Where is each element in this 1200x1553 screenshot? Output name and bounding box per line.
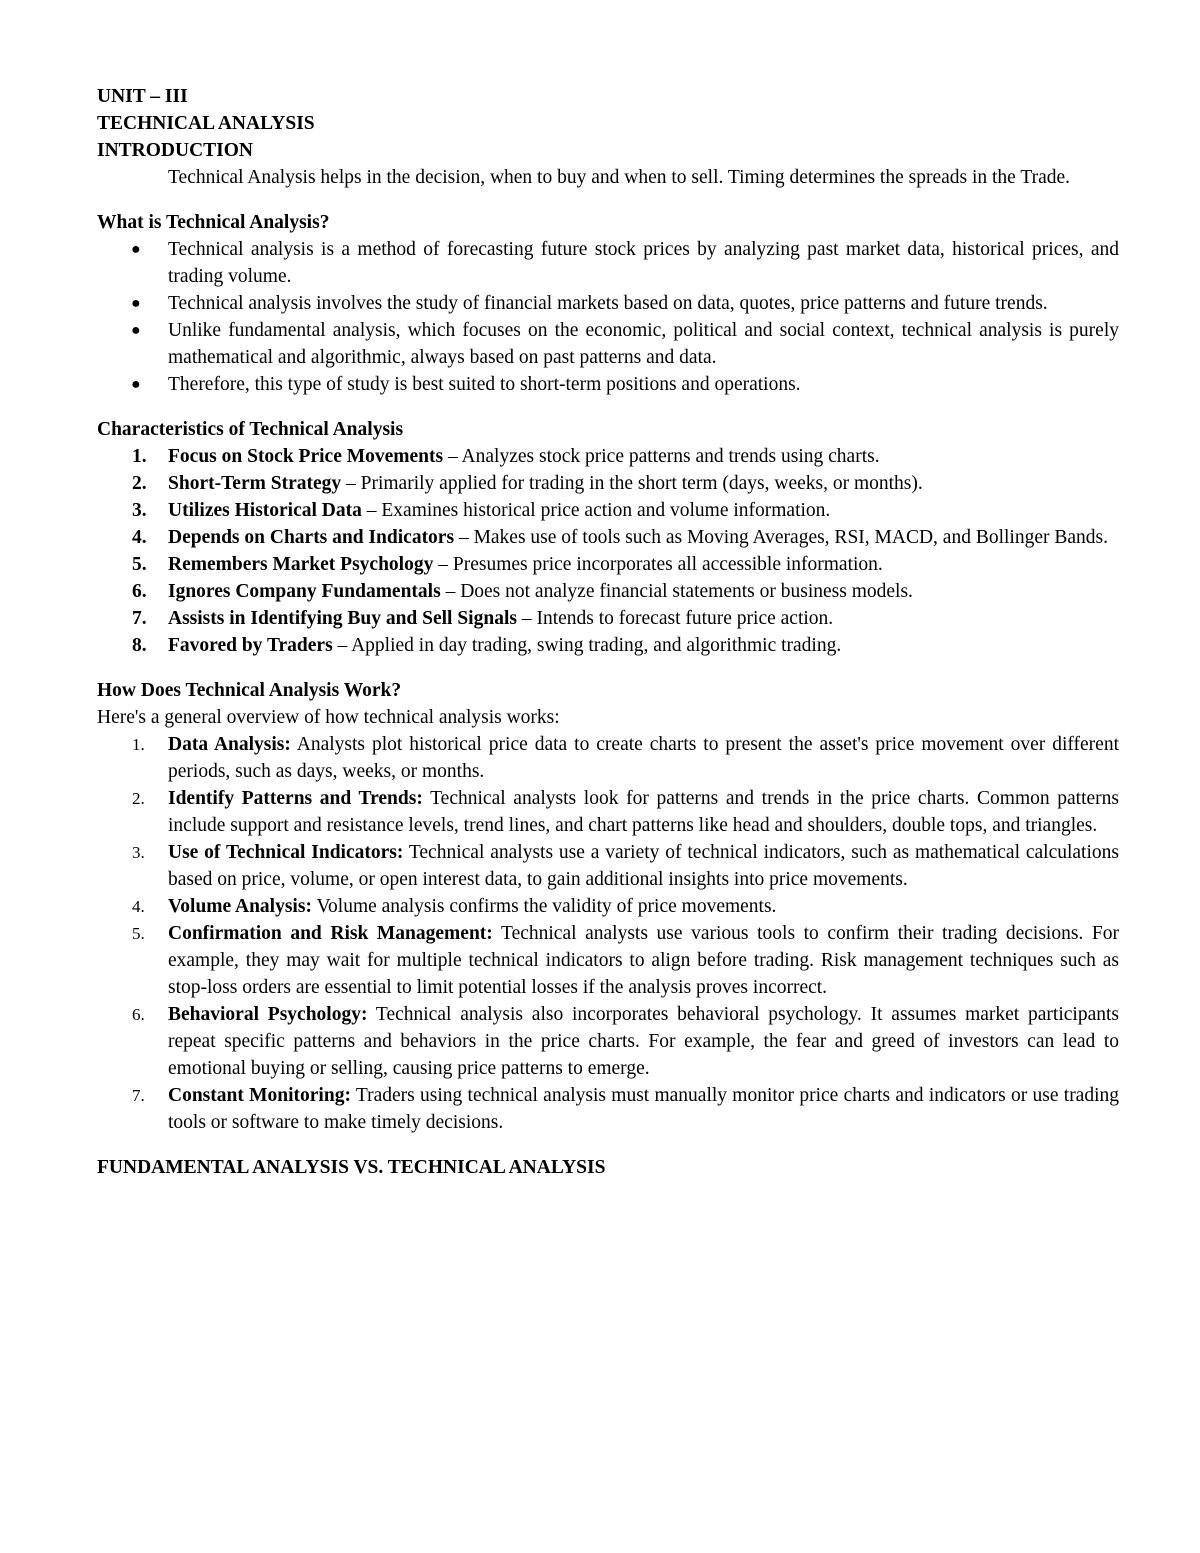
item-title: Ignores Company Fundamentals bbox=[168, 581, 441, 602]
item-title: Depends on Charts and Indicators bbox=[168, 527, 455, 548]
item-text: Technical analysts use various tools to confirm their trading decisions. For example, they may wait for multiple technical indicators to align before trading. Risk management techniques such as stop-loss orders are essential to limit potential losses if the analysis proves incorrect. bbox=[168, 923, 1119, 998]
list-item bbox=[97, 731, 1119, 785]
list-item bbox=[97, 443, 1119, 470]
item-title: Volume Analysis: bbox=[168, 896, 312, 917]
item-title: Confirmation and Risk Management: bbox=[168, 923, 493, 944]
item-title: Remembers Market Psychology bbox=[168, 554, 434, 575]
how-works-intro: Here's a general overview of how technical analysis works: bbox=[97, 707, 560, 728]
item-number: 2. bbox=[132, 789, 145, 808]
list-item bbox=[97, 605, 1119, 632]
item-text: Volume analysis confirms the validity of price movements. bbox=[311, 896, 777, 917]
bullet-icon: ● bbox=[131, 241, 141, 258]
item-number: 6. bbox=[132, 581, 147, 602]
item-title: Constant Monitoring: bbox=[168, 1085, 351, 1106]
bullet-icon: ● bbox=[131, 295, 141, 312]
list-item bbox=[97, 920, 1119, 1001]
item-number: 1. bbox=[132, 735, 145, 754]
how-works-heading: How Does Technical Analysis Work? bbox=[97, 680, 402, 701]
item-text: Analysts plot historical price data to create charts to present the asset's price movement over different periods, such as days, weeks, or months. bbox=[168, 734, 1119, 782]
item-text: Technical analysis also incorporates behavioral psychology. It assumes market participants repeat specific patterns and behaviors in the price charts. For example, the fear and greed of investors can lead to emotional buying or selling, causing price patterns to emerge. bbox=[168, 1004, 1119, 1079]
list-item bbox=[97, 551, 1119, 578]
intro-heading: INTRODUCTION bbox=[97, 140, 254, 161]
item-text: Technical analysts look for patterns and trends in the price charts. Common patterns include support and resistance levels, trend lines, and chart patterns like head and shoulders, double tops, and triangles. bbox=[168, 788, 1119, 836]
item-title: Focus on Stock Price Movements bbox=[168, 446, 444, 467]
item-number: 5. bbox=[132, 554, 147, 575]
list-item bbox=[97, 371, 1119, 398]
what-is-list bbox=[97, 236, 1119, 398]
item-number: 4. bbox=[132, 527, 147, 548]
list-item bbox=[97, 785, 1119, 839]
item-text: – Does not analyze financial statements or business models. bbox=[440, 581, 913, 602]
characteristics-heading: Characteristics of Technical Analysis bbox=[97, 419, 404, 440]
item-number: 7. bbox=[132, 608, 147, 629]
item-text: – Primarily applied for trading in the short term (days, weeks, or months). bbox=[341, 473, 923, 494]
item-title: Favored by Traders bbox=[168, 635, 333, 656]
list-item-text: Therefore, this type of study is best suited to short-term positions and operations. bbox=[168, 374, 801, 395]
item-title: Assists in Identifying Buy and Sell Signals bbox=[168, 608, 517, 629]
how-works-list bbox=[97, 731, 1119, 1136]
item-text: – Makes use of tools such as Moving Averages, RSI, MACD, and Bollinger Bands. bbox=[454, 527, 1108, 548]
item-number: 2. bbox=[132, 473, 147, 494]
item-number: 6. bbox=[132, 1005, 145, 1024]
list-item bbox=[97, 1082, 1119, 1136]
list-item bbox=[97, 290, 1119, 317]
item-text: Technical analysts use a variety of technical indicators, such as mathematical calculations based on price, volume, or open interest data, to gain additional insights into price movements. bbox=[168, 842, 1119, 890]
document-page bbox=[97, 83, 1119, 1181]
item-number: 7. bbox=[132, 1086, 145, 1105]
list-item bbox=[97, 893, 1119, 920]
list-item bbox=[97, 524, 1119, 551]
item-text: – Analyzes stock price patterns and trends using charts. bbox=[443, 446, 880, 467]
list-item bbox=[97, 497, 1119, 524]
item-title: Utilizes Historical Data bbox=[168, 500, 362, 521]
list-item bbox=[97, 1001, 1119, 1082]
item-title: Short-Term Strategy bbox=[168, 473, 342, 494]
bullet-icon: ● bbox=[131, 322, 141, 339]
list-item bbox=[97, 632, 1119, 659]
list-item bbox=[97, 470, 1119, 497]
item-text: – Presumes price incorporates all accessible information. bbox=[433, 554, 883, 575]
comparison-heading: FUNDAMENTAL ANALYSIS VS. TECHNICAL ANALYSIS bbox=[97, 1157, 606, 1178]
item-text: Traders using technical analysis must manually monitor price charts and indicators or use trading tools or software to make timely decisions. bbox=[168, 1085, 1120, 1133]
unit-heading: UNIT – III bbox=[97, 86, 188, 107]
item-title: Behavioral Psychology: bbox=[168, 1004, 368, 1025]
item-number: 4. bbox=[132, 897, 145, 916]
list-item bbox=[97, 839, 1119, 893]
list-item-text: Technical analysis is a method of forecasting future stock prices by analyzing past market data, historical prices, and trading volume. bbox=[168, 239, 1119, 287]
item-text: – Examines historical price action and volume information. bbox=[361, 500, 831, 521]
list-item-text: Unlike fundamental analysis, which focuses on the economic, political and social context, technical analysis is purely mathematical and algorithmic, always based on past patterns and data. bbox=[168, 320, 1119, 368]
item-number: 5. bbox=[132, 924, 145, 943]
page-title: TECHNICAL ANALYSIS bbox=[97, 113, 315, 134]
what-is-heading: What is Technical Analysis? bbox=[97, 212, 330, 233]
characteristics-list bbox=[97, 443, 1119, 659]
list-item-text: Technical analysis involves the study of financial markets based on data, quotes, price patterns and future trends. bbox=[168, 293, 1048, 314]
item-number: 3. bbox=[132, 500, 147, 521]
list-item bbox=[97, 578, 1119, 605]
item-title: Identify Patterns and Trends: bbox=[168, 788, 423, 809]
item-text: – Applied in day trading, swing trading, and algorithmic trading. bbox=[332, 635, 842, 656]
item-text: – Intends to forecast future price action. bbox=[516, 608, 834, 629]
item-number: 1. bbox=[132, 446, 147, 467]
intro-paragraph: Technical Analysis helps in the decision, when to buy and when to sell. Timing determines the spreads in the Trade. bbox=[168, 167, 1071, 188]
list-item bbox=[97, 317, 1119, 371]
bullet-icon: ● bbox=[131, 376, 141, 393]
item-title: Use of Technical Indicators: bbox=[168, 842, 404, 863]
item-title: Data Analysis: bbox=[168, 734, 291, 755]
item-number: 8. bbox=[132, 635, 147, 656]
list-item bbox=[97, 236, 1119, 290]
item-number: 3. bbox=[132, 843, 145, 862]
